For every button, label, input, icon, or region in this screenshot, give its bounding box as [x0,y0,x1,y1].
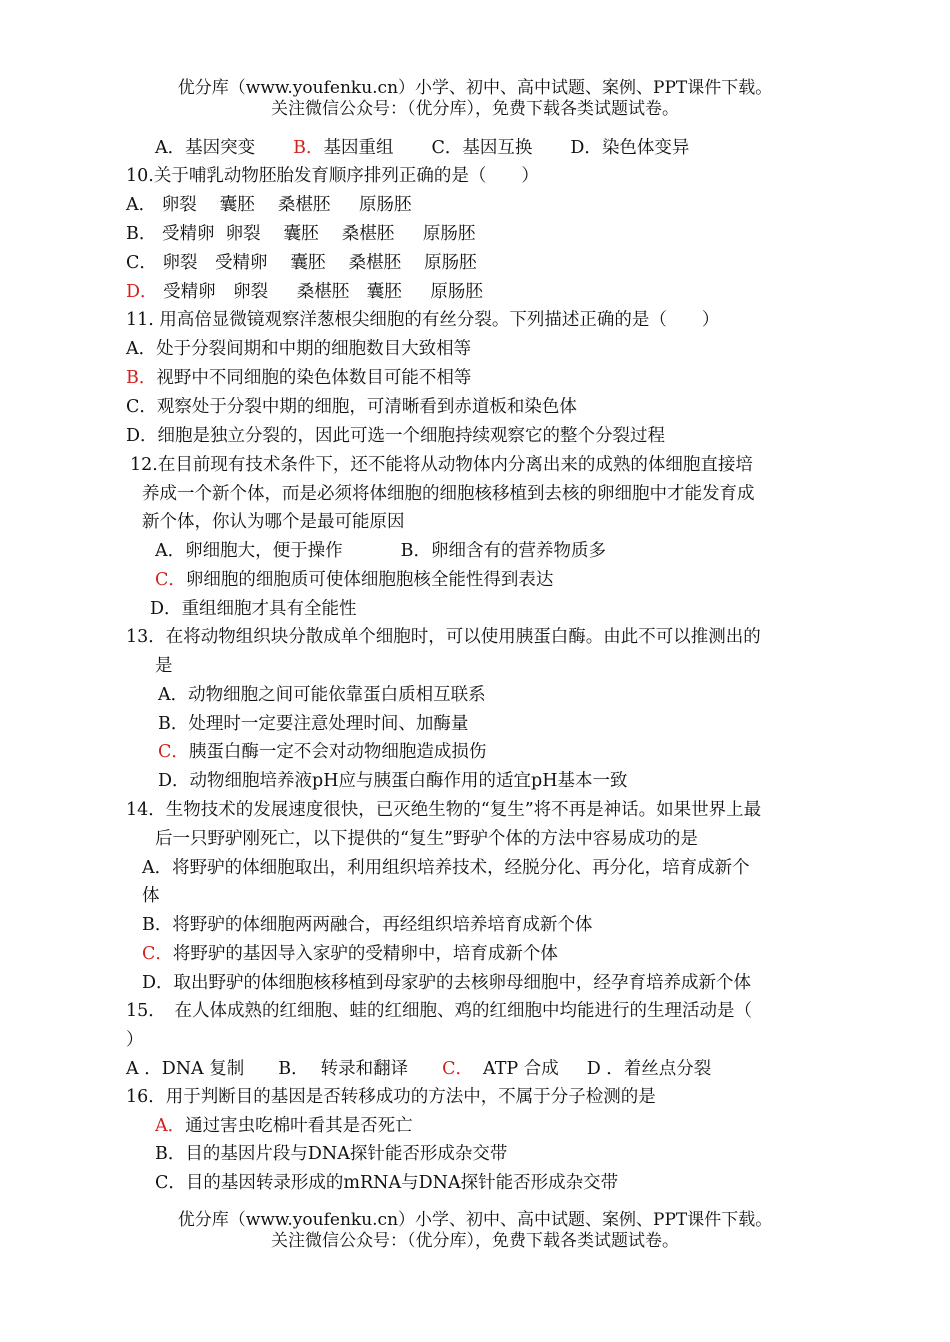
q14-option-b-letter: B． [142,915,173,935]
q15-option-a-text: DNA 复制 [161,1059,245,1079]
q15-stem-line-2: ） [126,1030,144,1050]
q12-option-d-letter: D． [150,599,182,619]
q14-option-a-text: 将野驴的体细胞取出，利用组织培养技术，经脱分化、再分化，培育成新个 [172,858,750,878]
q15-stem-line-1: 15． 在人体成熟的红细胞、蛙的红细胞、鸡的红细胞中均能进行的生理活动是（ [126,1001,753,1021]
q13-stem-line-1: 13．在将动物组织块分散成单个细胞时，可以使用胰蛋白酶。由此不可以推测出的 [126,627,761,647]
q14-option-a [142,856,750,880]
q12-stem-line-1: 12.在目前现有技术条件下，还不能将从动物体内分离出来的成熟的体细胞直接培 [130,455,753,475]
q13-option-c-text: 胰蛋白酶一定不会对动物细胞造成损伤 [188,742,487,762]
q13-option-b [158,712,468,736]
q9-option-c-letter: C． [431,138,463,158]
q11-option-c-letter: C． [126,397,157,417]
q13-option-d [158,769,627,793]
q13-stem-line-2: 是 [155,656,173,676]
q12-stem-line-3: 新个体，你认为哪个是最可能原因 [142,512,405,532]
q14-option-d [142,971,751,995]
q10-option-c [126,251,477,275]
q14-stem-line-2: 后一只野驴刚死亡，以下提供的“复生”野驴个体的方法中容易成功的是 [155,829,698,849]
q10-option-c-letter: C． [126,253,157,273]
q12-stem-line-2: 养成一个新个体，而是必须将体细胞的细胞核移植到去核的卵细胞中才能发育成 [142,484,755,504]
q14-option-a-continued: 体 [142,886,160,906]
q16-option-a [155,1114,413,1138]
q11-option-a [126,337,471,361]
q11-option-d-text: 细胞是独立分裂的，因此可选一个细胞持续观察它的整个分裂过程 [157,426,666,446]
q11-option-b-text: 视野中不同细胞的染色体数目可能不相等 [156,368,472,388]
q11-stem: 11. 用高倍显微镜观察洋葱根尖细胞的有丝分裂。下列描述正确的是（ ） [126,310,720,330]
q11-option-b-letter: B． [126,368,157,388]
q12-option-d-text: 重组细胞才具有全能性 [181,599,357,619]
q11-option-a-text: 处于分裂间期和中期的细胞数目大致相等 [156,339,472,359]
q13-option-d-text: 动物细胞培养液pH应与胰蛋白酶作用的适宜pH基本一致 [189,771,628,791]
q13-option-a-text: 动物细胞之间可能依靠蛋白质相互联系 [188,685,486,705]
q11-option-b [126,366,471,390]
q15-option-c-letter: C． [442,1059,474,1079]
q16-option-a-text: 通过害虫吃棉叶看其是否死亡 [185,1116,413,1136]
q13-option-a [158,683,486,707]
q10-option-c-text: 卵裂 受精卵 囊胚 桑椹胚 原肠胚 [156,253,477,273]
q13-option-b-text: 处理时一定要注意处理时间、加酶量 [188,714,469,734]
q14-option-b-text: 将野驴的体细胞两两融合，再经组织培养培育成新个体 [172,915,593,935]
q14-stem-line-1: 14．生物技术的发展速度很快，已灭绝生物的“复生”将不再是神话。如果世界上最 [126,800,762,820]
q16-option-b [155,1142,507,1166]
q10-option-b-text: 受精卵 卵裂 囊胚 桑椹胚 原肠胚 [156,224,476,244]
q9-option-a-letter: A． [155,138,186,158]
q10-option-d-text: 受精卵 卵裂 桑椹胚 囊胚 原肠胚 [157,282,483,302]
q15-options [126,1057,711,1081]
q10-option-b [126,222,475,246]
q14-option-b [142,913,592,937]
q15-option-b-text: 转录和翻译 [320,1059,409,1079]
q13-option-d-letter: D． [158,771,190,791]
q10-stem: 10.关于哺乳动物胚胎发育顺序排列正确的是（ ） [126,166,539,186]
q15-option-d-letter: D ． [586,1059,624,1079]
q11-option-d-letter: D． [126,426,158,446]
header-line-2: 关注微信公众号：（优分库），免费下载各类试题试卷。 [271,99,679,119]
q12-option-b-text: 卵细含有的营养物质多 [431,541,607,561]
q16-option-b-text: 目的基因片段与DNA探针能否形成杂交带 [185,1144,508,1164]
q12-option-b-letter: B． [400,541,432,561]
q14-option-a-letter: A． [142,858,173,878]
q15-option-c-text: ATP 合成 [483,1059,559,1079]
q16-option-c [155,1171,618,1195]
q9-option-d-text: 染色体变异 [601,138,690,158]
q14-option-c [142,942,558,966]
footer-line-1: 优分库（www.youfenku.cn）小学、初中、高中试题、案例、PPT课件下载。 [177,1210,773,1230]
q9-option-b-text: 基因重组 [323,138,394,158]
q11-option-c-text: 观察处于分裂中期的细胞，可清晰看到赤道板和染色体 [156,397,577,417]
q10-option-a [126,193,411,217]
q9-option-c-text: 基因互换 [462,138,533,158]
q12-option-c [155,568,553,592]
q10-option-d [126,280,483,304]
q11-option-d [126,424,665,448]
q12-option-a-letter: A． [155,541,186,561]
q14-option-d-letter: D． [142,973,174,993]
q9-option-a-text: 基因突变 [185,138,256,158]
q15-option-a-letter: A ． [126,1059,162,1079]
q10-option-b-letter: B． [126,224,157,244]
q15-option-d-text: 着丝点分裂 [623,1059,712,1079]
q16-option-a-letter: A． [155,1116,186,1136]
q12-option-d [150,597,357,621]
q9-options [155,136,689,160]
q16-option-c-text: 目的基因转录形成的mRNA与DNA探针能否形成杂交带 [185,1173,619,1193]
q14-option-c-letter: C． [142,944,173,964]
q14-option-c-text: 将野驴的基因导入家驴的受精卵中，培育成新个体 [172,944,558,964]
q13-option-c-letter: C． [158,742,189,762]
q16-option-b-letter: B． [155,1144,186,1164]
footer-line-2: 关注微信公众号：（优分库），免费下载各类试题试卷。 [271,1231,679,1251]
q12-option-c-text: 卵细胞的细胞质可使体细胞胞核全能性得到表达 [185,570,554,590]
q12-option-a-text: 卵细胞大，便于操作 [185,541,343,561]
q16-option-c-letter: C． [155,1173,186,1193]
q15-option-b-letter: B． [278,1059,309,1079]
q16-stem: 16．用于判断目的基因是否转移成功的方法中，不属于分子检测的是 [126,1087,656,1107]
q9-option-d-letter: D． [570,138,602,158]
header-line-1: 优分库（www.youfenku.cn）小学、初中、高中试题、案例、PPT课件下载。 [177,78,773,98]
q12-option-c-letter: C． [155,570,186,590]
q10-option-d-letter: D． [126,282,158,302]
q13-option-b-letter: B． [158,714,189,734]
q10-option-a-letter: A． [126,195,157,215]
q14-option-d-text: 取出野驴的体细胞核移植到母家驴的去核卵母细胞中，经孕育培养成新个体 [173,973,752,993]
q13-option-c [158,740,486,764]
q12-options-ab [155,539,606,563]
q11-option-c [126,395,577,419]
q13-option-a-letter: A． [158,685,189,705]
q11-option-a-letter: A． [126,339,157,359]
q10-option-a-text: 卵裂 囊胚 桑椹胚 原肠胚 [156,195,412,215]
q9-option-b-letter: B． [293,138,324,158]
